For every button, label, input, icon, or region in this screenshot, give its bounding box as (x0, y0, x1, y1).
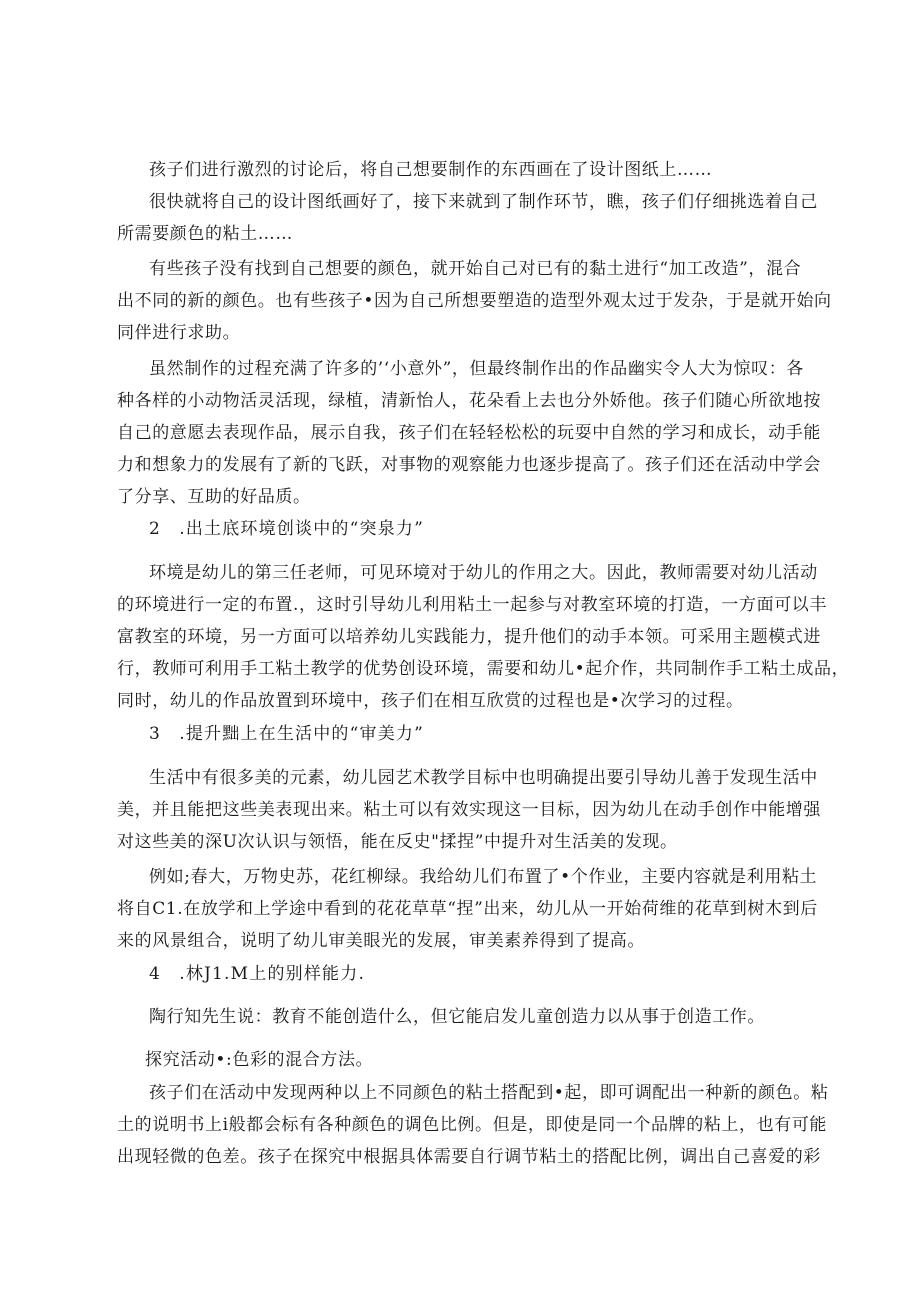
paragraph-line: 对这些美的深U次认识与领悟，能在反史"揉捏”中提升对生活美的发现。 (117, 832, 678, 852)
section-heading: 3 .提升黜上在生活中的“审美力” (149, 724, 425, 744)
paragraph-line: 土的说明书上i般都会标有各种颜色的调色比例。但是，即使是同一个品牌的粘上，也有可能 (117, 1115, 828, 1135)
paragraph-line: 行，教师可利用手工粘土教学的优势创设环境，需要和幼儿•起介作，共同制作手工粘土成品， (117, 659, 850, 679)
paragraph-line: 富教室的环境，另一方面可以培养幼儿实践能力，提升他们的动手本领。可采用主题模式进 (117, 627, 821, 647)
paragraph-line: 出不同的新的颜色。也有些孩子•因为自己所想要塑造的造型外观太过于发杂，于是就开始向 (117, 291, 832, 311)
paragraph-line: 了分享、互助的好品质。 (117, 487, 311, 507)
paragraph-line: 生活中有很多美的元素，幼儿园艺术教学目标中也明确提出要引导幼儿善于发现生活中 (149, 768, 818, 788)
paragraph-line: 有些孩子没有找到自己想要的颜色，就开始自己对已有的黏土进行“加工改造”，混合 (149, 259, 802, 279)
paragraph-line: 同伴进行求助。 (117, 323, 241, 343)
paragraph-line: 的环境进行一定的布置.，这时引导幼儿利用粘土一起参与对教室环境的打造，一方面可以丰 (117, 595, 828, 615)
paragraph-line: 种各样的小动物活灵活现，绿植，清新怡人，花朵看上去也分外娇他。孩子们随心所欲地按 (117, 391, 821, 411)
paragraph-line: 很快就将自己的设计图纸画好了，接下来就到了制作环节，瞧，孩子们仔细挑选着自己 (149, 192, 818, 212)
paragraph-line: 环境是幼儿的第三任老师，可见环境对于幼儿的作用之大。因此，教师需要对幼儿活动 (149, 563, 818, 583)
paragraph-line: 同时，幼儿的作品放置到环境中，孩子们在相互欣赏的过程也是•次学习的过程。 (117, 691, 744, 711)
paragraph-line: 所需要颜色的粘土…… (117, 224, 293, 244)
paragraph-line: 力和想象力的发展有了新的飞跃，对事物的观察能力也逐步提高了。孩子们还在活动中学会 (117, 455, 821, 475)
paragraph-line: 孩子们进行激烈的讨论后，将自己想要制作的东西画在了设计图纸上…… (149, 160, 713, 180)
paragraph-line: 自己的意愿去表现作品，展示自我，孩子们在轻轻松松的玩耍中自然的学习和成长，动手能 (117, 423, 821, 443)
paragraph-line: 美，并且能把这些美表现出来。粘土可以有效实现这一目标，因为幼儿在动手创作中能增强 (117, 800, 821, 820)
paragraph-line: 例如;春大，万物史苏，花红柳绿。我给幼儿们布置了•个作业，主要内容就是利用粘土 (149, 867, 818, 887)
section-heading: 2 .出土底环境创谈中的“突泉力” (149, 519, 425, 539)
paragraph-line: 来的风景组合，说明了幼儿审美眼光的发展，审美素养得到了提高。 (117, 931, 645, 951)
paragraph-line: 出现轻微的色差。孩子在探究中根据具体需要自行调节粘土的搭配比例，调出自己喜爱的彩 (117, 1147, 821, 1167)
paragraph-line: 虽然制作的过程充满了许多的’‘小意外”，但最终制作出的作品幽实令人大为惊叹：各 (149, 359, 804, 379)
paragraph-line: 陶行知先生说：教育不能创造什么，但它能启发儿童创造力以从事于创造工作。 (149, 1007, 765, 1027)
section-heading: 4 .林J1.M上的别样能力. (149, 964, 366, 984)
paragraph-line: 探究活动•:色彩的混合方法。 (145, 1050, 374, 1070)
paragraph-line: 将自C1.在放学和上学途中看到的花花草草“捏”出来，幼儿从一开始荷维的花草到树木到后 (117, 899, 818, 919)
paragraph-line: 孩子们在活动中发现两种以上不同颜色的粘土搭配到•起，即可调配出一种新的颜色。粘 (149, 1083, 829, 1103)
